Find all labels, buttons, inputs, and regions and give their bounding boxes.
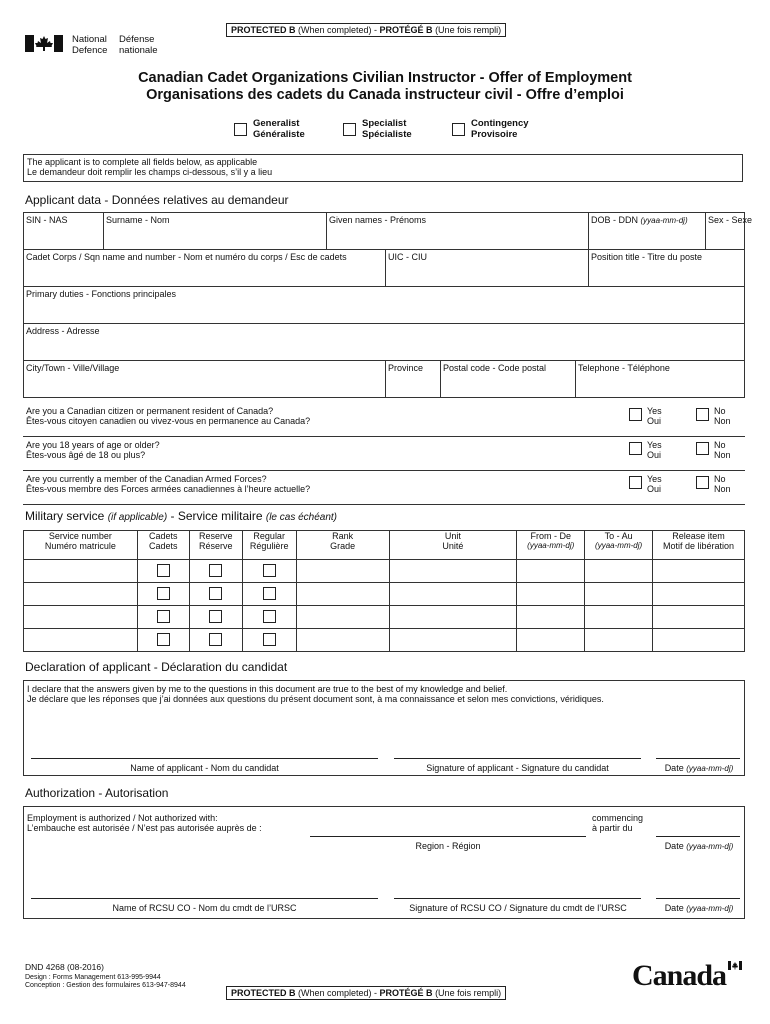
reserve-checkbox[interactable] (209, 610, 222, 623)
dob-field[interactable]: DOB - DDN (yyaa-mm-dj) (588, 212, 706, 250)
cadets-checkbox[interactable] (157, 587, 170, 600)
authorization-date-line[interactable] (656, 898, 740, 899)
col-unit: Unit Unité (389, 531, 517, 560)
sin-field[interactable]: SIN - NAS (23, 212, 104, 250)
given-names-field[interactable]: Given names - Prénoms (326, 212, 589, 250)
question-caf-member: Are you currently a member of the Canadian Armed Forces? Êtes-vous membre des Forces armées canadiennes à l’heure actuelle? Yes Oui No Non (23, 471, 745, 505)
table-row (24, 606, 745, 629)
cadets-checkbox[interactable] (157, 564, 170, 577)
employer-line[interactable] (310, 836, 586, 837)
applicant-signature-line[interactable] (394, 758, 641, 759)
canada-wordmark: Canada (632, 959, 727, 992)
table-row (24, 560, 745, 583)
applicant-name-line[interactable] (31, 758, 378, 759)
col-service-number: Service number Numéro matricule (24, 531, 138, 560)
service-number-cell[interactable] (24, 629, 138, 652)
col-to: To - Au (yyaa-mm-dj) (585, 531, 653, 560)
dept-name-fr: Défense nationale (119, 34, 158, 56)
applicant-name-label: Name of applicant - Nom du candidat (130, 763, 279, 773)
release-cell[interactable] (653, 583, 745, 606)
col-rank: Rank Grade (296, 531, 389, 560)
primary-duties-field[interactable]: Primary duties - Fonctions principales (23, 286, 745, 324)
authorization-date-label: Date (yyaa-mm-dj) (664, 903, 734, 913)
military-service-table (23, 530, 745, 652)
question-citizen: Are you a Canadian citizen or permanent resident of Canada? Êtes-vous citoyen canadien ou vivez-vous en permanence au Canada? Yes Oui No Non (23, 403, 745, 437)
caf-no-checkbox[interactable] (696, 476, 709, 489)
regular-checkbox[interactable] (263, 633, 276, 646)
rcsu-co-name-label: Name of RCSU CO - Nom du cmdt de l’URSC (112, 903, 297, 913)
protected-banner-bottom: PROTECTED B (When completed) - PROTÉGÉ B (Une fois rempli) (226, 986, 506, 1000)
table-row (24, 629, 745, 652)
authorization-box: Employment is authorized / Not authorized with: L’embauche est autorisée / N’est pas autorisée auprès de : commencing à partir du Region - Région Date (yyaa-mm-dj) Name of RCSU CO - Nom du cmdt de l’URSC Signature of RCSU CO / Signature du cmdt de l’URSC Date (yyaa-mm-dj) (23, 806, 745, 919)
unit-cell[interactable] (389, 629, 517, 652)
release-cell[interactable] (653, 606, 745, 629)
instructions-box: The applicant is to complete all fields below, as applicable Le demandeur doit remplir les champs ci-dessous, s’il y a lieu (23, 154, 743, 182)
declaration-date-label: Date (yyaa-mm-dj) (664, 763, 734, 773)
to-cell[interactable] (585, 629, 653, 652)
generalist-checkbox[interactable] (234, 123, 247, 136)
question-age: Are you 18 years of age or older? Êtes-vous âgé de 18 ou plus? Yes Oui No Non (23, 437, 745, 471)
release-cell[interactable] (653, 560, 745, 583)
service-number-cell[interactable] (24, 606, 138, 629)
canada-flag-icon (25, 35, 63, 54)
position-title-field[interactable]: Position title - Titre du poste (588, 249, 745, 287)
uic-field[interactable]: UIC - CIU (385, 249, 589, 287)
age-no-checkbox[interactable] (696, 442, 709, 455)
reserve-checkbox[interactable] (209, 587, 222, 600)
cadets-checkbox[interactable] (157, 633, 170, 646)
from-cell[interactable] (517, 629, 585, 652)
rcsu-co-name-line[interactable] (31, 898, 378, 899)
col-release-item: Release item Motif de libération (653, 531, 745, 560)
dept-name-en: National Defence (72, 34, 108, 56)
reserve-checkbox[interactable] (209, 633, 222, 646)
questions-block (23, 403, 745, 505)
rank-cell[interactable] (296, 606, 389, 629)
sex-field[interactable]: Sex - Sexe (705, 212, 745, 250)
telephone-field[interactable]: Telephone - Téléphone (575, 360, 745, 398)
declaration-date-line[interactable] (656, 758, 740, 759)
table-row (24, 583, 745, 606)
declaration-heading: Declaration of applicant - Déclaration du candidat (25, 660, 288, 674)
col-cadets: Cadets Cadets (137, 531, 189, 560)
regular-checkbox[interactable] (263, 564, 276, 577)
unit-cell[interactable] (389, 583, 517, 606)
design-credits: Design : Forms Management 613-995-9944 Conception : Gestion des formulaires 613-947-8944 (25, 974, 186, 989)
from-cell[interactable] (517, 606, 585, 629)
cadets-checkbox[interactable] (157, 610, 170, 623)
rank-cell[interactable] (296, 629, 389, 652)
col-from: From - De (yyaa-mm-dj) (517, 531, 585, 560)
regular-checkbox[interactable] (263, 587, 276, 600)
unit-cell[interactable] (389, 606, 517, 629)
cadet-corps-field[interactable]: Cadet Corps / Sqn name and number - Nom et numéro du corps / Esc de cadets (23, 249, 386, 287)
to-cell[interactable] (585, 606, 653, 629)
to-cell[interactable] (585, 560, 653, 583)
rcsu-co-signature-label: Signature of RCSU CO / Signature du cmdt de l’URSC (409, 903, 627, 913)
caf-yes-checkbox[interactable] (629, 476, 642, 489)
service-number-cell[interactable] (24, 583, 138, 606)
authorization-heading: Authorization - Autorisation (25, 786, 169, 800)
contingency-checkbox[interactable] (452, 123, 465, 136)
form-number: DND 4268 (08-2016) (25, 962, 104, 972)
form-title: Canadian Cadet Organizations Civilian Instructor - Offer of Employment Organisations des cadets du Canada instructeur civil - Offre d’emploi (138, 70, 632, 103)
military-header-row (24, 531, 745, 560)
unit-cell[interactable] (389, 560, 517, 583)
city-field[interactable]: City/Town - Ville/Village (23, 360, 386, 398)
address-field[interactable]: Address - Adresse (23, 323, 745, 361)
to-cell[interactable] (585, 583, 653, 606)
from-cell[interactable] (517, 560, 585, 583)
specialist-checkbox[interactable] (343, 123, 356, 136)
release-cell[interactable] (653, 629, 745, 652)
declaration-box: I declare that the answers given by me to the questions in this document are true to the best of my knowledge and belief. Je déclare que les réponses que j’ai données aux questions du présent document sont, à ma connaissance et selon mes convictions, véridiques. Name of applicant - Nom du candidat Signature of applicant - Signature du candidat Date (yyaa-mm-dj) (23, 680, 745, 776)
region-label: Region - Région (415, 841, 481, 851)
rank-cell[interactable] (296, 583, 389, 606)
surname-field[interactable]: Surname - Nom (103, 212, 327, 250)
commencing-date-label: Date (yyaa-mm-dj) (664, 841, 734, 851)
col-regular: Regular Régulière (242, 531, 296, 560)
rcsu-co-signature-line[interactable] (394, 898, 641, 899)
service-number-cell[interactable] (24, 560, 138, 583)
province-field[interactable]: Province (385, 360, 441, 398)
applicant-data-grid (23, 212, 753, 398)
postal-code-field[interactable]: Postal code - Code postal (440, 360, 576, 398)
rank-cell[interactable] (296, 560, 389, 583)
applicant-signature-label: Signature of applicant - Signature du candidat (426, 763, 609, 773)
commencing-date-line[interactable] (656, 836, 740, 837)
citizen-yes-checkbox[interactable] (629, 408, 642, 421)
regular-checkbox[interactable] (263, 610, 276, 623)
wordmark-flag-icon (728, 961, 742, 972)
protected-banner-top: PROTECTED B (When completed) - PROTÉGÉ B (Une fois rempli) (226, 23, 506, 37)
age-yes-checkbox[interactable] (629, 442, 642, 455)
citizen-no-checkbox[interactable] (696, 408, 709, 421)
reserve-checkbox[interactable] (209, 564, 222, 577)
applicant-data-heading: Applicant data - Données relatives au demandeur (25, 193, 289, 207)
col-reserve: Reserve Réserve (189, 531, 242, 560)
military-service-heading: Military service (if applicable) - Service militaire (le cas échéant) (25, 509, 338, 523)
from-cell[interactable] (517, 583, 585, 606)
